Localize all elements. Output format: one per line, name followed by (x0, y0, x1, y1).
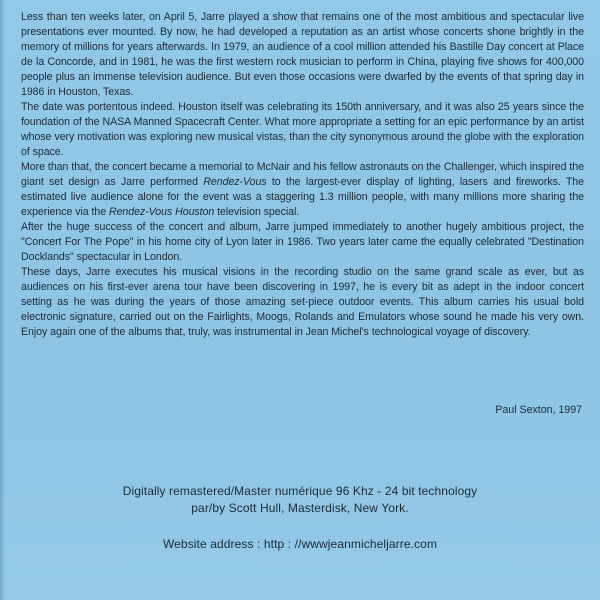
credits-line-2: par/by Scott Hull, Masterdisk, New York. (191, 501, 409, 515)
credits-line-1: Digitally remastered/Master numérique 96 Khz - 24 bit technology (122, 484, 478, 498)
paragraph-5 (21, 265, 584, 340)
paragraph-3-text-a: More than that, the concert became a memorial to McNair and his fellow astronauts on the Challenger, which inspired the giant set design as Jarre performed (21, 161, 584, 188)
paragraph-1 (21, 10, 584, 100)
tv-special-title-italic: Rendez-Vous Houston (108, 206, 215, 218)
liner-notes-text (21, 10, 584, 340)
paragraph-3-text-c: to the largest-ever display of lighting, lasers and fireworks. The estimated live audience alone for the event was a staggering 1.3 million people, with many millions more sharing the experience via the (21, 176, 584, 218)
paragraph-1-text: Less than ten weeks later, on April 5, Jarre played a show that remains one of the most ambitious and spectacular live presentations ever mounted. By now, he had developed a reputation as an artist whose concerts shone brightly in the memory of millions for years afterwards. In 1979, an audience of a cool million attended his Bastille Day concert at Place de la Concorde, and in 1981, he was the first western rock musician to perform in China, playing five shows for 400,000 people plus an immense television audience. But even those occasions were dwarfed by the events of that spring day in 1986 in Houston, Texas. (21, 11, 584, 98)
paragraph-4 (21, 220, 584, 265)
paragraph-4-text: After the huge success of the concert and album, Jarre jumped immediately to another hugely ambitious project, the "Concert For The Pope" in his home city of Lyon later in 1986. Two years later came the equally celebrated "Destination Docklands" spectacular in London. (21, 221, 584, 263)
paragraph-2-text: The date was portentous indeed. Houston itself was celebrating its 150th anniversary, and it was also 25 years since the foundation of the NASA Manned Spacecraft Center. What more appropriate a setting for an epic performance by an artist whose very motivation was exploring new musical vistas, than the city synonymous around the globe with the exploration of space. (21, 101, 584, 158)
paragraph-2 (21, 100, 584, 160)
paragraph-3 (21, 160, 584, 220)
remaster-credits (0, 483, 600, 517)
paragraph-5-text: These days, Jarre executes his musical visions in the recording studio on the same grand scale as ever, but as audiences on his first-ever arena tour have been discovering in 1997, he is every bit as adept in the indoor concert setting as he was during the years of those amazing set-piece outdoor events. This album carries his usual bold electronic signature, carried out on the Fairlights, Moogs, Rolands and Emulators whose sound he made his very own. Enjoy again one of the albums that, truly, was instrumental in Jean Michel's technological voyage of discovery. (21, 266, 584, 338)
website-address: Website address : http : //wwwjeanmicheljarre.com (162, 537, 438, 551)
album-title-italic: Rendez-Vous (203, 176, 267, 188)
paragraph-3-text-e: television special. (214, 206, 300, 218)
author-signature: Paul Sexton, 1997 (495, 404, 582, 416)
